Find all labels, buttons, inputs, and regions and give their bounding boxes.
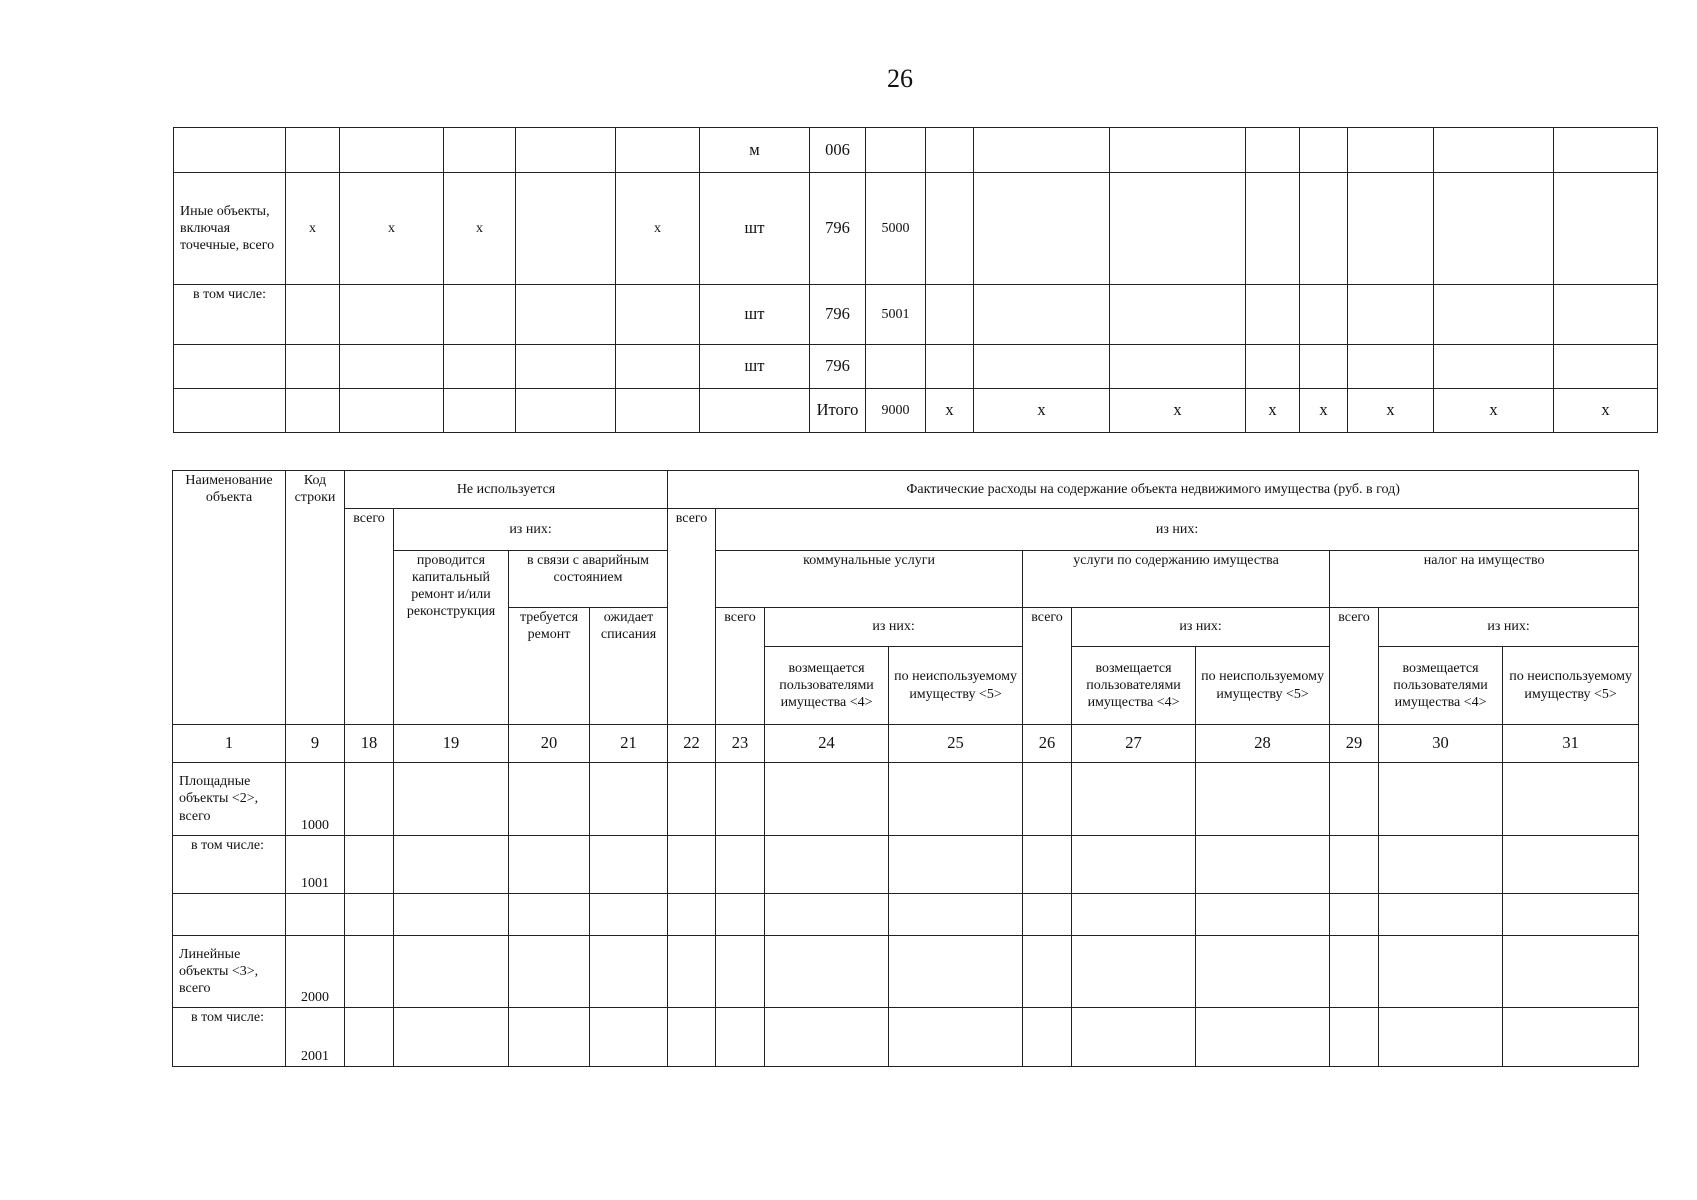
table-cell	[1196, 936, 1330, 1008]
table-cell	[974, 173, 1110, 285]
header-utilities-reimbursed: возмещается пользователями имущества <4>	[765, 647, 889, 725]
table-cell	[1023, 1008, 1072, 1067]
table-cell	[1503, 894, 1639, 936]
header-maintenance-services: услуги по содержанию имущества	[1023, 551, 1330, 608]
table-cell	[716, 1008, 765, 1067]
line-code-cell: 1001	[286, 836, 345, 894]
line-code-cell	[866, 128, 926, 173]
table-row	[173, 763, 1639, 836]
table-cell	[765, 1008, 889, 1067]
table-cell	[1503, 836, 1639, 894]
line-code-cell	[286, 894, 345, 936]
header-maintenance-reimbursed: возмещается пользователями имущества <4>	[1072, 647, 1196, 725]
header-utilities-unused: по неиспользуемому имуществу <5>	[889, 647, 1023, 725]
table-cell	[394, 836, 509, 894]
table-cell	[1554, 128, 1658, 173]
table-cell	[616, 345, 700, 389]
table-cell	[1503, 763, 1639, 836]
table-cell	[516, 173, 616, 285]
table-cell	[1300, 128, 1348, 173]
column-number: 27	[1072, 725, 1196, 763]
table-cell	[516, 345, 616, 389]
table-cell	[345, 936, 394, 1008]
header-emergency: в связи с аварийным состоянием	[509, 551, 668, 608]
table-cell	[1503, 936, 1639, 1008]
table-cell	[1434, 173, 1554, 285]
okei-code-cell: 796	[810, 173, 866, 285]
top-table	[173, 127, 1658, 433]
object-name-cell	[174, 128, 286, 173]
table-cell	[668, 1008, 716, 1067]
table-cell: х	[1348, 389, 1434, 433]
object-name-cell: в том числе:	[174, 285, 286, 345]
table-cell: х	[340, 173, 444, 285]
table-cell	[1554, 173, 1658, 285]
object-name-cell	[173, 894, 286, 936]
top-table-row	[174, 128, 1658, 173]
table-cell	[1348, 128, 1434, 173]
table-row	[173, 1008, 1639, 1067]
column-number: 20	[509, 725, 590, 763]
header-utilities-total: всего	[716, 608, 765, 725]
table-cell	[1023, 836, 1072, 894]
table-cell	[444, 389, 516, 433]
column-number: 30	[1379, 725, 1503, 763]
table-cell	[286, 389, 340, 433]
table-cell	[1379, 836, 1503, 894]
table-cell	[516, 285, 616, 345]
table-cell	[926, 128, 974, 173]
table-cell: х	[974, 389, 1110, 433]
table-cell	[1503, 1008, 1639, 1067]
unit-cell: шт	[700, 173, 810, 285]
column-number: 31	[1503, 725, 1639, 763]
table-cell	[1330, 936, 1379, 1008]
table-cell	[509, 894, 590, 936]
header-tax-of-them: из них:	[1379, 608, 1639, 647]
column-number: 29	[1330, 725, 1379, 763]
table-cell	[1110, 173, 1246, 285]
table-cell	[1379, 894, 1503, 936]
table-cell	[444, 285, 516, 345]
okei-code-cell: Итого	[810, 389, 866, 433]
table-cell	[516, 389, 616, 433]
table-cell	[1300, 173, 1348, 285]
table-cell	[1348, 345, 1434, 389]
table-cell	[668, 936, 716, 1008]
table-cell	[765, 836, 889, 894]
page-number: 26	[887, 64, 913, 93]
table-cell: х	[444, 173, 516, 285]
table-cell	[444, 128, 516, 173]
header-tax-total: всего	[1330, 608, 1379, 725]
table-cell	[444, 345, 516, 389]
header-actual-costs: Фактические расходы на содержание объекта недвижимого имущества (руб. в год)	[668, 471, 1639, 509]
bottom-table	[172, 470, 1639, 1067]
header-not-used-total: всего	[345, 509, 394, 725]
header-not-used-of-them: из них:	[394, 509, 668, 551]
table-cell	[889, 763, 1023, 836]
table-cell	[1348, 173, 1434, 285]
table-cell	[974, 345, 1110, 389]
header-property-tax: налог на имущество	[1330, 551, 1639, 608]
table-cell	[590, 894, 668, 936]
top-table-row	[174, 389, 1658, 433]
table-row	[173, 936, 1639, 1008]
table-cell	[974, 128, 1110, 173]
table-cell	[340, 389, 444, 433]
table-cell	[889, 836, 1023, 894]
okei-code-cell: 796	[810, 345, 866, 389]
table-cell	[1196, 836, 1330, 894]
top-table-row	[174, 173, 1658, 285]
header-awaiting-writeoff: ожидает списания	[590, 608, 668, 725]
line-code-cell: 9000	[866, 389, 926, 433]
table-cell	[616, 128, 700, 173]
unit-cell	[700, 389, 810, 433]
table-cell	[1379, 936, 1503, 1008]
table-cell: х	[1300, 389, 1348, 433]
table-cell	[394, 936, 509, 1008]
table-cell	[1246, 173, 1300, 285]
table-cell	[974, 285, 1110, 345]
table-cell	[668, 836, 716, 894]
top-table-row	[174, 345, 1658, 389]
header-line-code: Код строки	[286, 471, 345, 725]
table-cell	[1330, 894, 1379, 936]
table-cell	[1330, 763, 1379, 836]
column-number: 22	[668, 725, 716, 763]
table-cell	[509, 1008, 590, 1067]
unit-cell: шт	[700, 285, 810, 345]
table-cell	[1554, 285, 1658, 345]
table-cell	[1300, 285, 1348, 345]
table-cell	[616, 285, 700, 345]
column-number: 19	[394, 725, 509, 763]
object-name-cell: в том числе:	[173, 1008, 286, 1067]
table-cell	[590, 836, 668, 894]
table-cell	[889, 1008, 1023, 1067]
table-cell	[1110, 345, 1246, 389]
table-cell	[394, 763, 509, 836]
table-cell	[1434, 285, 1554, 345]
table-cell	[1196, 763, 1330, 836]
unit-cell: м	[700, 128, 810, 173]
header-tax-unused: по неиспользуемому имуществу <5>	[1503, 647, 1639, 725]
table-cell	[345, 1008, 394, 1067]
table-cell	[394, 894, 509, 936]
table-cell	[716, 763, 765, 836]
line-code-cell: 2000	[286, 936, 345, 1008]
table-cell	[889, 894, 1023, 936]
table-cell: х	[1246, 389, 1300, 433]
table-cell	[1348, 285, 1434, 345]
table-cell	[345, 894, 394, 936]
header-costs-of-them: из них:	[716, 509, 1639, 551]
table-cell	[345, 836, 394, 894]
table-cell	[1072, 836, 1196, 894]
column-number: 24	[765, 725, 889, 763]
line-code-cell: 1000	[286, 763, 345, 836]
table-cell	[716, 894, 765, 936]
table-cell	[926, 285, 974, 345]
table-cell	[509, 836, 590, 894]
column-number: 26	[1023, 725, 1072, 763]
table-cell	[516, 128, 616, 173]
header-maintenance-unused: по неиспользуемому имуществу <5>	[1196, 647, 1330, 725]
table-cell	[1196, 1008, 1330, 1067]
table-cell	[1072, 763, 1196, 836]
table-cell	[1196, 894, 1330, 936]
column-number: 25	[889, 725, 1023, 763]
table-cell	[1072, 936, 1196, 1008]
table-cell: х	[1110, 389, 1246, 433]
table-cell	[1246, 285, 1300, 345]
table-cell: х	[616, 173, 700, 285]
header-tax-reimbursed: возмещается пользователями имущества <4>	[1379, 647, 1503, 725]
object-name-cell: Иные объекты, включая точечные, всего	[174, 173, 286, 285]
table-cell	[1246, 345, 1300, 389]
table-cell	[765, 894, 889, 936]
table-cell	[1072, 894, 1196, 936]
table-cell	[286, 128, 340, 173]
table-cell	[1379, 1008, 1503, 1067]
table-cell: х	[926, 389, 974, 433]
table-cell: х	[286, 173, 340, 285]
table-cell	[590, 936, 668, 1008]
table-cell	[394, 1008, 509, 1067]
object-name-cell: в том числе:	[173, 836, 286, 894]
table-cell	[1023, 894, 1072, 936]
table-cell	[509, 936, 590, 1008]
table-cell	[926, 173, 974, 285]
table-cell	[286, 345, 340, 389]
object-name-cell: Площадные объекты <2>, всего	[173, 763, 286, 836]
header-costs-total: всего	[668, 509, 716, 725]
column-number-row	[173, 725, 1639, 763]
table-cell	[345, 763, 394, 836]
table-cell	[340, 128, 444, 173]
header-utilities: коммунальные услуги	[716, 551, 1023, 608]
table-cell	[765, 763, 889, 836]
table-cell	[1330, 836, 1379, 894]
table-cell	[716, 836, 765, 894]
top-table-row	[174, 285, 1658, 345]
header-maintenance-of-them: из них:	[1072, 608, 1330, 647]
table-row	[173, 894, 1639, 936]
object-name-cell	[174, 389, 286, 433]
table-cell	[889, 936, 1023, 1008]
table-cell	[668, 894, 716, 936]
table-cell	[340, 345, 444, 389]
header-capital-repair: проводится капитальный ремонт и/или реконструкция	[394, 551, 509, 725]
table-cell	[616, 389, 700, 433]
table-cell	[340, 285, 444, 345]
table-cell	[926, 345, 974, 389]
table-cell	[590, 763, 668, 836]
okei-code-cell: 006	[810, 128, 866, 173]
table-cell	[590, 1008, 668, 1067]
table-cell	[765, 936, 889, 1008]
table-cell	[1330, 1008, 1379, 1067]
table-cell	[1300, 345, 1348, 389]
column-number: 9	[286, 725, 345, 763]
table-cell	[668, 763, 716, 836]
table-cell	[1023, 936, 1072, 1008]
table-cell	[1434, 128, 1554, 173]
table-cell	[286, 285, 340, 345]
object-name-cell: Линейные объекты <3>, всего	[173, 936, 286, 1008]
line-code-cell: 5001	[866, 285, 926, 345]
header-maintenance-total: всего	[1023, 608, 1072, 725]
table-cell	[1379, 763, 1503, 836]
table-cell	[1110, 128, 1246, 173]
header-object-name: Наименование объекта	[173, 471, 286, 725]
table-cell	[1072, 1008, 1196, 1067]
column-number: 21	[590, 725, 668, 763]
table-cell	[509, 763, 590, 836]
line-code-cell: 2001	[286, 1008, 345, 1067]
column-number: 18	[345, 725, 394, 763]
okei-code-cell: 796	[810, 285, 866, 345]
column-number: 1	[173, 725, 286, 763]
column-number: 28	[1196, 725, 1330, 763]
header-not-used: Не используется	[345, 471, 668, 509]
table-cell	[716, 936, 765, 1008]
table-cell	[1023, 763, 1072, 836]
table-cell	[1110, 285, 1246, 345]
table-cell: х	[1434, 389, 1554, 433]
column-number: 23	[716, 725, 765, 763]
table-row	[173, 836, 1639, 894]
line-code-cell: 5000	[866, 173, 926, 285]
table-cell	[1246, 128, 1300, 173]
object-name-cell	[174, 345, 286, 389]
table-cell	[1554, 345, 1658, 389]
table-cell	[1434, 345, 1554, 389]
header-repair-required: требуется ремонт	[509, 608, 590, 725]
line-code-cell	[866, 345, 926, 389]
header-utilities-of-them: из них:	[765, 608, 1023, 647]
table-cell: х	[1554, 389, 1658, 433]
unit-cell: шт	[700, 345, 810, 389]
